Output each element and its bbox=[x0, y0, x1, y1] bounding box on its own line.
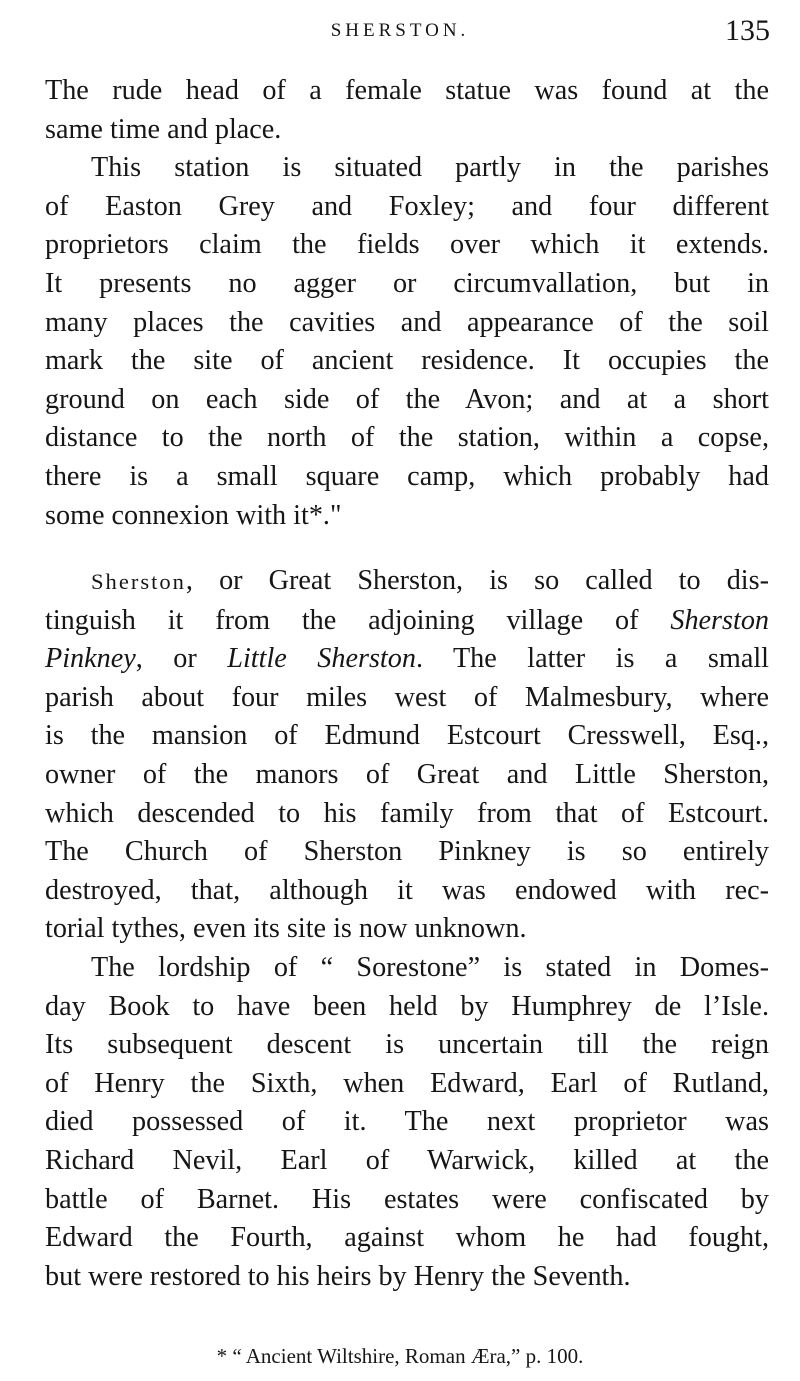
body-text-block-2 bbox=[45, 562, 769, 1296]
text-line: torial tythes, even its site is now unknown. bbox=[45, 913, 527, 945]
italic-place-name: Sherston bbox=[670, 604, 769, 636]
text-line: Richard Nevil, Earl of Warwick, killed at the bbox=[45, 1144, 769, 1176]
body-text-block-1 bbox=[45, 72, 769, 535]
line-text: , or Great Sherston, is so called to dis- bbox=[185, 565, 769, 596]
text-line: ground on each side of the Avon; and at a short bbox=[45, 383, 769, 415]
page-header bbox=[0, 14, 800, 54]
text-line: died possessed of it. The next proprietor was bbox=[45, 1106, 769, 1138]
text-line: parish about four miles west of Malmesbury, where bbox=[45, 681, 769, 713]
text-line: some connexion with it*." bbox=[45, 499, 342, 531]
text-line: The lordship of “ Sorestone” is stated in Domes- bbox=[91, 951, 769, 983]
text-line: battle of Barnet. His estates were confiscated by bbox=[45, 1183, 769, 1215]
text-line: is the mansion of Edmund Estcourt Cresswell, Esq., bbox=[45, 720, 769, 752]
text-line: Its subsequent descent is uncertain till the reign bbox=[45, 1029, 769, 1061]
text-line: many places the cavities and appearance of the soil bbox=[45, 306, 769, 338]
text-line: This station is situated partly in the parishes bbox=[91, 152, 769, 184]
text-line: mark the site of ancient residence. It occupies the bbox=[45, 345, 769, 377]
italic-place-name: Pinkney bbox=[45, 643, 136, 675]
text-line bbox=[45, 640, 769, 679]
text-line bbox=[45, 562, 769, 602]
smallcaps-name: Sherston bbox=[91, 569, 186, 594]
line-text: tinguish it from the adjoining village of bbox=[45, 604, 671, 636]
text-line: same time and place. bbox=[45, 113, 282, 145]
text-line bbox=[45, 602, 769, 641]
running-head: SHERSTON. bbox=[330, 20, 470, 41]
text-line: It presents no agger or circumvallation, but in bbox=[45, 267, 769, 299]
text-line: The Church of Sherston Pinkney is so entirely bbox=[45, 836, 769, 868]
text-line: distance to the north of the station, within a copse, bbox=[45, 422, 769, 454]
footnote: * “ Ancient Wiltshire, Roman Æra,” p. 100. bbox=[216, 1344, 584, 1368]
text-line: which descended to his family from that of Estcourt. bbox=[45, 797, 769, 829]
text-line: of Easton Grey and Foxley; and four different bbox=[45, 190, 769, 222]
text-line: Edward the Fourth, against whom he had fought, bbox=[45, 1222, 769, 1254]
text-line: there is a small square camp, which probably had bbox=[45, 460, 769, 492]
text-line: owner of the manors of Great and Little Sherston, bbox=[45, 758, 769, 790]
text-line: but were restored to his heirs by Henry the Seventh. bbox=[45, 1260, 631, 1292]
page-number: 135 bbox=[725, 14, 770, 47]
text-line: day Book to have been held by Humphrey de l’Isle. bbox=[45, 990, 769, 1022]
text-line: proprietors claim the fields over which it extends. bbox=[45, 229, 769, 261]
text-line: of Henry the Sixth, when Edward, Earl of Rutland, bbox=[45, 1067, 769, 1099]
line-text: , or bbox=[135, 643, 228, 675]
text-line: The rude head of a female statue was found at the bbox=[45, 75, 769, 106]
italic-place-name: Little Sherston bbox=[227, 643, 416, 675]
line-text: . The latter is a small bbox=[415, 643, 769, 675]
text-line: destroyed, that, although it was endowed with rec- bbox=[45, 874, 769, 906]
